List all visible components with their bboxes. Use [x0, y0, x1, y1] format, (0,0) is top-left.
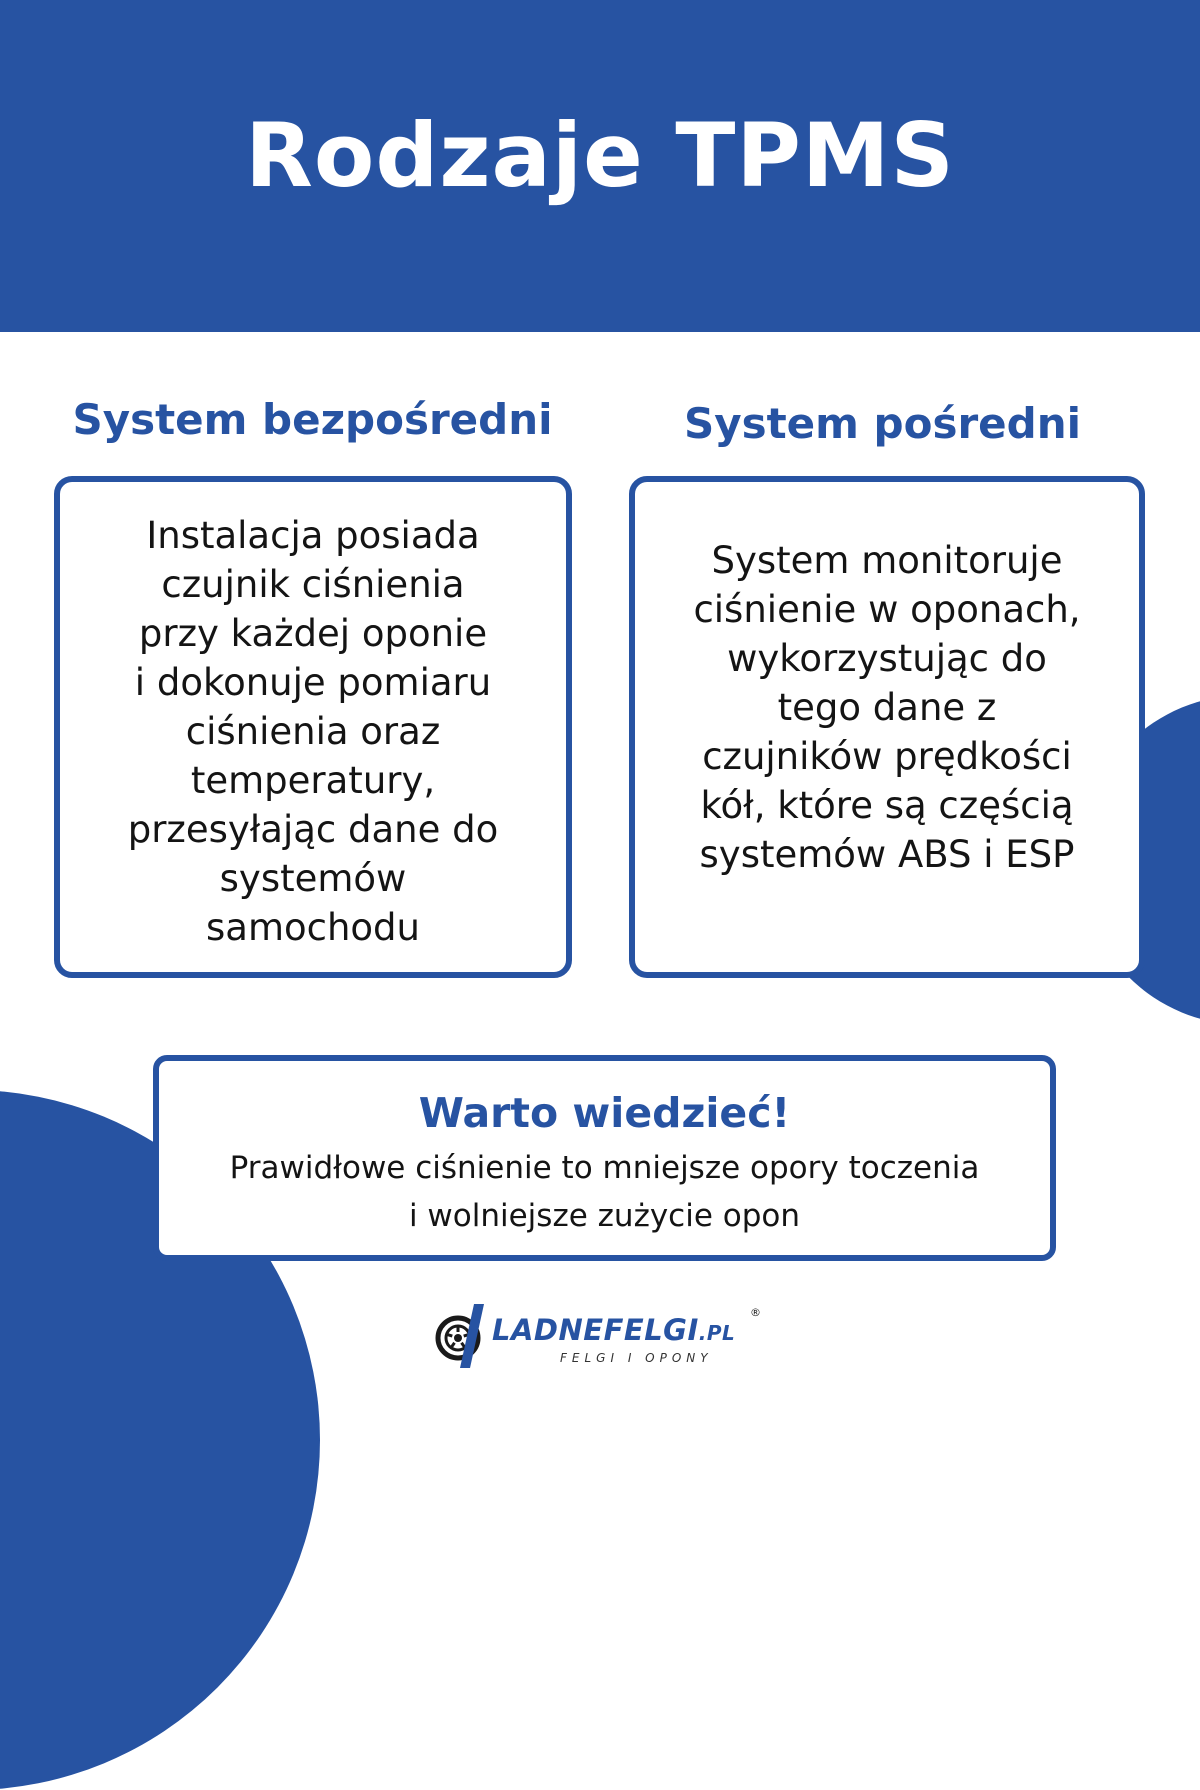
- brand-name: [492, 1310, 735, 1353]
- brand-logo: [434, 1300, 774, 1380]
- info-text: Prawidłowe ciśnienie to mniejsze opory toczenia i wolniejsze zużycie opon: [229, 1150, 980, 1234]
- brand-name-main: LADNEFELGI: [492, 1313, 699, 1347]
- info-title: Warto wiedzieć!: [418, 1089, 791, 1137]
- direct-system-card: [54, 476, 572, 978]
- wheel-rim-icon: [434, 1302, 490, 1370]
- brand-name-tld: .PL: [698, 1321, 736, 1345]
- direct-system-heading: System bezpośredni: [72, 395, 553, 444]
- indirect-system-card: [629, 476, 1145, 978]
- indirect-system-heading: System pośredni: [683, 399, 1082, 448]
- direct-system-description: Instalacja posiada czujnik ciśnienia przy każdej oponie i dokonuje pomiaru ciśnienia oraz temperatury, przesyłając dane do systemów samochodu: [127, 513, 499, 949]
- page-title: Rodzaje TPMS: [245, 104, 955, 207]
- info-box: [153, 1055, 1056, 1261]
- indirect-system-description: System monitoruje ciśnienie w oponach, wykorzystując do tego dane z czujników prędkości kół, które są częścią systemów ABS i ESP: [693, 538, 1081, 876]
- registered-mark: ®: [750, 1306, 761, 1319]
- brand-tagline: FELGI I OPONY: [560, 1351, 713, 1365]
